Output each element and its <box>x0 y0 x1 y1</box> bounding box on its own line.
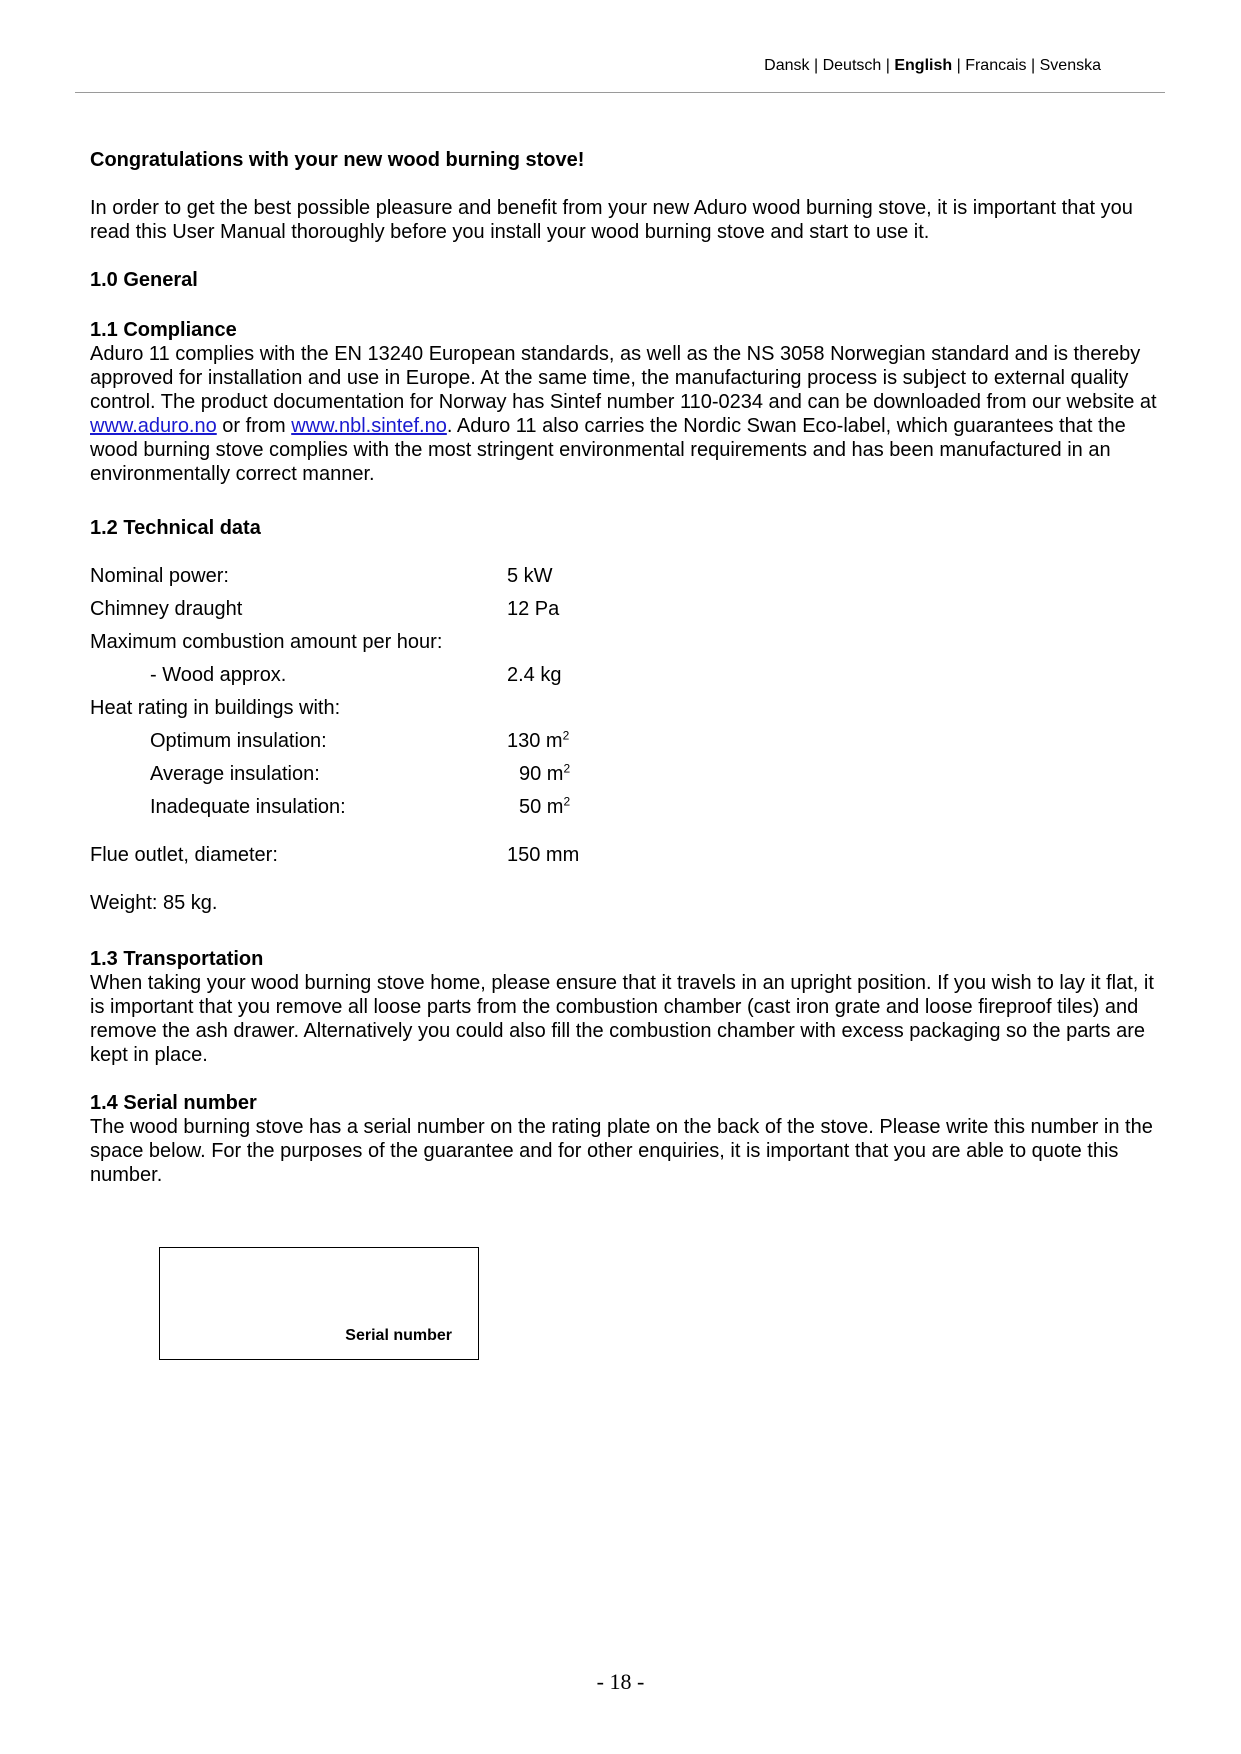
table-row <box>90 630 1170 663</box>
area-value: 50 m <box>519 796 564 818</box>
header-divider <box>75 92 1165 93</box>
unit-superscript: 2 <box>563 761 571 776</box>
serial-number-box[interactable] <box>159 1247 479 1360</box>
language-selector <box>764 56 1101 76</box>
general-heading: 1.0 General <box>90 269 198 291</box>
optimum-insulation-label: Optimum insulation: <box>150 730 327 752</box>
max-combustion-label: Maximum combustion amount per hour: <box>90 631 443 653</box>
wood-label: - Wood approx. <box>150 664 287 686</box>
serial-number-paragraph: The wood burning stove has a serial number on the rating plate on the back of the stove. Please write this number in the space below. For the purposes of the guarantee and for other enquiries, it is important that you are able to quote this number. <box>90 1116 1153 1186</box>
technical-data-heading: 1.2 Technical data <box>90 517 261 539</box>
compliance-paragraph <box>90 342 1170 486</box>
manual-content <box>90 148 1170 1187</box>
compliance-text: or from <box>216 415 292 437</box>
language-separator: | <box>1031 57 1036 74</box>
table-row <box>90 843 1170 876</box>
serial-number-label: Serial number <box>345 1327 452 1344</box>
area-value: 90 m <box>519 763 564 785</box>
average-insulation-value <box>519 762 570 786</box>
compliance-text: . Aduro 11 also carries the Nordic Swan Eco-label, which guarantees that the wood burning stove complies with the most stringent environmental requirements and has been manufactured in an environmentally correct manner. <box>90 415 1126 485</box>
intro-paragraph: In order to get the best possible pleasure and benefit from your new Aduro wood burning stove, it is important that you read this User Manual thoroughly before you install your wood burning stove and start to use it. <box>90 197 1133 243</box>
language-link-francais[interactable]: Francais <box>965 57 1027 74</box>
language-separator: | <box>956 57 961 74</box>
compliance-heading: 1.1 Compliance <box>90 319 237 341</box>
inadequate-insulation-label: Inadequate insulation: <box>150 796 346 818</box>
table-row <box>90 795 1170 828</box>
flue-outlet-label: Flue outlet, diameter: <box>90 844 278 866</box>
table-row <box>90 696 1170 729</box>
unit-superscript: 2 <box>562 728 570 743</box>
nominal-power-value: 5 kW <box>507 565 553 587</box>
sintef-website-link[interactable]: www.nbl.sintef.no <box>291 415 447 437</box>
aduro-website-link[interactable]: www.aduro.no <box>90 415 217 437</box>
average-insulation-label: Average insulation: <box>150 763 320 785</box>
language-link-english[interactable]: English <box>894 57 953 74</box>
table-row <box>90 762 1170 795</box>
language-link-dansk[interactable]: Dansk <box>764 57 810 74</box>
table-row <box>90 729 1170 762</box>
compliance-text: Aduro 11 complies with the EN 13240 European standards, as well as the NS 3058 Norwegian standard and is thereby approved for installation and use in Europe. At the same time, the manufacturing process is subject to external quality control. The product documentation for Norway has Sintef number 110-0234 and can be downloaded from our website at <box>90 343 1157 413</box>
table-row <box>90 564 1170 597</box>
language-separator: | <box>885 57 890 74</box>
chimney-draught-label: Chimney draught <box>90 598 243 620</box>
heat-rating-label: Heat rating in buildings with: <box>90 697 341 719</box>
transportation-heading: 1.3 Transportation <box>90 948 264 970</box>
weight-text: Weight: 85 kg. <box>90 892 218 914</box>
wood-value: 2.4 kg <box>507 664 562 686</box>
language-separator: | <box>813 57 819 74</box>
language-link-svenska[interactable]: Svenska <box>1039 57 1101 74</box>
unit-superscript: 2 <box>563 794 571 809</box>
table-row <box>90 663 1170 696</box>
inadequate-insulation-value <box>519 795 570 819</box>
page-number: - 18 - <box>596 1669 645 1694</box>
area-value: 130 m <box>507 730 563 752</box>
congratulations-heading: Congratulations with your new wood burning stove! <box>90 149 585 171</box>
transportation-paragraph: When taking your wood burning stove home, please ensure that it travels in an upright position. If you wish to lay it flat, it is important that you remove all loose parts from the combustion chamber (cast iron grate and loose fireproof tiles) and remove the ash drawer. Alternatively you could also fill the combustion chamber with excess packaging so the parts are kept in place. <box>90 972 1154 1066</box>
serial-number-heading: 1.4 Serial number <box>90 1092 257 1114</box>
technical-data-table <box>90 564 1170 876</box>
language-link-deutsch[interactable]: Deutsch <box>822 57 882 74</box>
optimum-insulation-value <box>507 729 569 753</box>
flue-outlet-value: 150 mm <box>507 844 580 866</box>
table-row <box>90 597 1170 630</box>
nominal-power-label: Nominal power: <box>90 565 229 587</box>
chimney-draught-value: 12 Pa <box>507 598 560 620</box>
